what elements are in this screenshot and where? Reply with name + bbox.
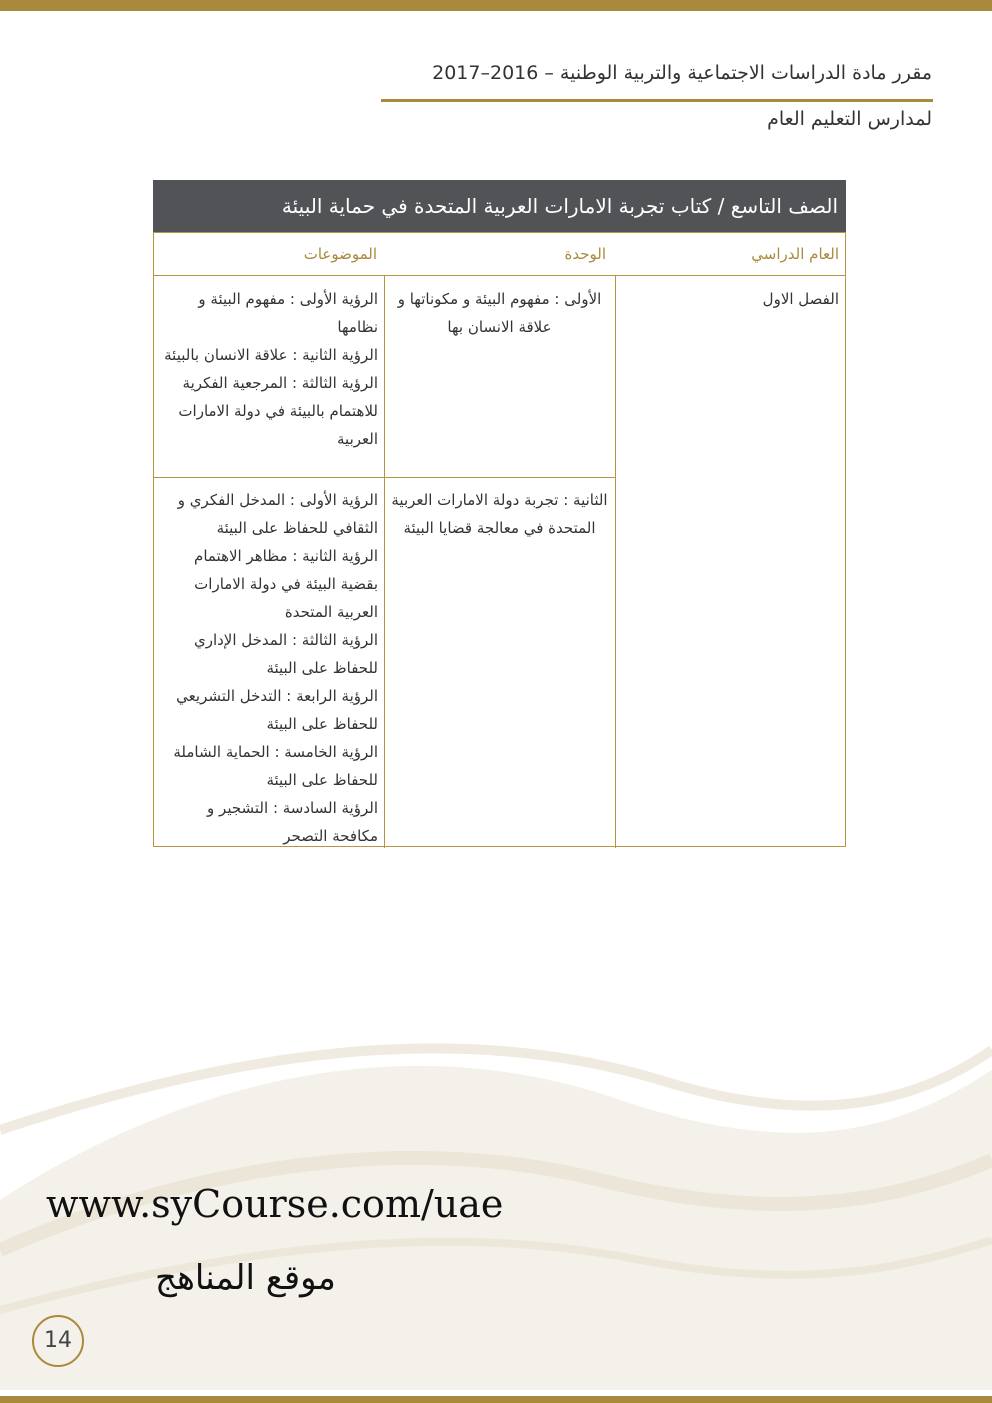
table-title: الصف التاسع / كتاب تجربة الامارات العربية المتحدة في حماية البيئة (153, 180, 846, 232)
topic-item: الرؤية الثالثة : المرجعية الفكرية للاهتمام بالبيئة في دولة الامارات العربية (178, 374, 378, 448)
topic-item: الرؤية الخامسة : الحماية الشاملة للحفاظ على البيئة (173, 743, 378, 789)
column-header-year: العام الدراسي (751, 245, 839, 263)
unit-cell: الثانية : تجربة دولة الامارات العربية المتحدة في معالجة قضايا البيئة (391, 491, 608, 537)
background-swirl-decoration (0, 870, 992, 1390)
unit-cell: الأولى : مفهوم البيئة و مكوناتها و علاقة الانسان بها (397, 290, 602, 336)
table-body (153, 232, 846, 847)
website-url[interactable]: www.syCourse.com/uae (46, 1182, 504, 1226)
header-divider (381, 99, 933, 102)
topics-cell (154, 486, 384, 850)
column-header-unit: الوحدة (564, 245, 606, 263)
bottom-accent-bar (0, 1396, 992, 1403)
top-accent-bar (0, 0, 992, 11)
topic-item: الرؤية الثانية : علاقة الانسان بالبيئة (164, 346, 378, 364)
column-header-topics: الموضوعات (303, 245, 377, 263)
row-divider (154, 477, 615, 478)
topic-item: الرؤية الثالثة : المدخل الإداري للحفاظ على البيئة (193, 631, 378, 677)
course-header-title: مقرر مادة الدراسات الاجتماعية والتربية الوطنية – 2016–2017 (432, 62, 932, 84)
course-header-subtitle: لمدارس التعليم العام (767, 108, 932, 130)
topic-item: الرؤية الأولى : المدخل الفكري و الثقافي للحفاظ على البيئة (177, 491, 378, 537)
topic-item: الرؤية الرابعة : التدخل التشريعي للحفاظ على البيئة (176, 687, 378, 733)
topic-item: الرؤية السادسة : التشجير و مكافحة التصحر (207, 799, 378, 845)
header-row-border (154, 275, 845, 276)
page-number: 14 (32, 1315, 84, 1367)
curriculum-table (153, 180, 846, 847)
semester-cell: الفصل الاول (762, 290, 839, 308)
site-name-arabic: موقع المناهج (155, 1258, 336, 1298)
column-divider (615, 275, 616, 848)
column-divider (384, 275, 385, 848)
topics-cell (154, 285, 384, 453)
topic-item: الرؤية الثانية : مظاهر الاهتمام بقضية البيئة في دولة الامارات العربية المتحدة (194, 547, 378, 621)
topic-item: الرؤية الأولى : مفهوم البيئة و نظامها (198, 290, 378, 336)
